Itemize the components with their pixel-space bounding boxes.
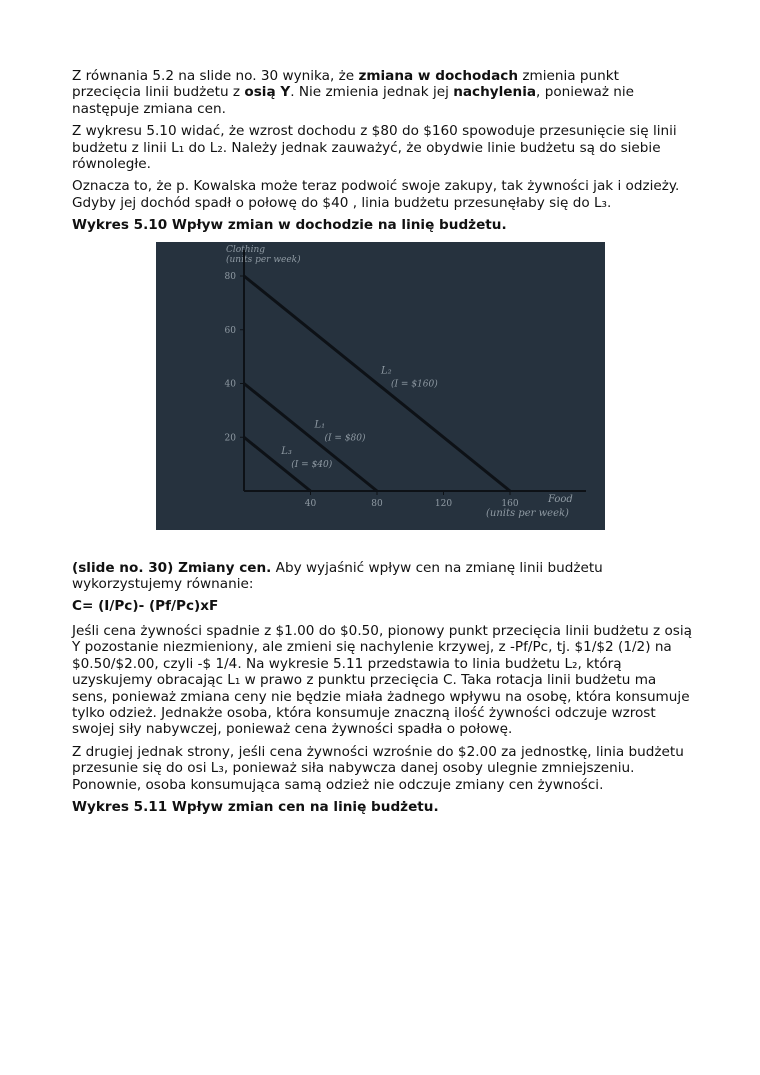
income-label-l2: (I = $160) — [391, 379, 438, 390]
paragraph-kowalska: Oznacza to, że p. Kowalska może teraz podwoić swoje zakupy, tak żywności jak i odzieży. Gdyby jej dochód spadł o połowę do $40 , linia budżetu przesunęłaby się do L₃. — [72, 178, 680, 211]
income-label-l3: (I = $40) — [291, 459, 333, 470]
x-tick-label: 40 — [304, 498, 317, 509]
budget-formula: C= (I/Pc)- (Pf/Pc)xF — [72, 598, 219, 615]
x-axis-label-line2: (units per week) — [486, 507, 569, 519]
y-tick-label: 60 — [224, 325, 236, 336]
x-tick-label: 120 — [434, 498, 453, 509]
y-axis-label-line1: Clothing — [226, 244, 266, 255]
y-tick-label: 40 — [224, 379, 236, 390]
series-label-l3: L₃ — [281, 445, 292, 457]
x-axis-label-line1: Food — [548, 493, 573, 505]
document-page — [72, 68, 692, 823]
chart-svg — [156, 242, 605, 530]
paragraph-figure-510: Z wykresu 5.10 widać, że wzrost dochodu z $80 do $160 spowoduje przesunięcie się linii budżetu z linii L₁ do L₂. Należy jednak zauważyć, że obydwie linie budżetu są do siebie równoległe. — [72, 123, 677, 173]
paragraph-food-price-drop: Jeśli cena żywności spadnie z $1.00 do $0.50, pionowy punkt przecięcia linii budżetu z osią Y pozostanie niezmieniony, ale zmieni się nachylenie krzywej, z -Pf/Pc, tj. $1/$2 (1/2) na $0.50/$2.00, czyli -$ 1/4. Na wykresie 5.11 przedstawia to linia budżetu L₂, którą uzyskujemy obracając L₁ w prawo z punktu przecięcia C. Taka rotacja linii budżetu ma sens, ponieważ zmiana ceny nie będzie miała żadnego wpływu na osobę, która konsumuje tylko odzież. Jednakże osoba, która konsumuje znaczną ilość żywności odczuje wzrost swojej siły nabywczej, ponieważ cena żywności spadła o połowę. — [72, 622, 692, 738]
y-tick-label: 20 — [224, 432, 236, 443]
paragraph-price-change: (slide no. 30) Zmiany cen. Aby wyjaśnić wpływ cen na zmianę linii budżetu wykorzystujemy równanie: — [72, 559, 603, 593]
y-tick-label: 80 — [224, 271, 236, 282]
budget-line-l2 — [244, 276, 510, 491]
budget-line-chart — [156, 242, 605, 530]
figure-510-heading: Wykres 5.10 Wpływ zmian w dochodzie na linię budżetu. — [72, 217, 507, 234]
series-label-l2: L₂ — [381, 365, 392, 377]
paragraph-income-change: Z równania 5.2 na slide no. 30 wynika, że zmiana w dochodach zmienia punkt przecięcia linii budżetu z osią Y. Nie zmienia jednak jej nachylenia, ponieważ nie następuje zmiana cen. — [72, 68, 635, 117]
paragraph-food-price-rise: Z drugiej jednak strony, jeśli cena żywności wzrośnie do $2.00 za jednostkę, linia budżetu przesunie się do osi L₃, ponieważ siła nabywcza danej osoby ulegnie zmniejszeniu. Ponownie, osoba konsumująca samą odzież nie odczuje zmiany cen żywności. — [72, 743, 684, 793]
figure-511-heading: Wykres 5.11 Wpływ zmian cen na linię budżetu. — [72, 798, 439, 815]
y-axis-label-line2: (units per week) — [226, 254, 301, 265]
series-label-l1: L₁ — [314, 418, 326, 430]
income-label-l1: (I = $80) — [324, 432, 366, 443]
x-tick-label: 80 — [371, 498, 383, 509]
x-tick-label: 160 — [501, 498, 519, 509]
